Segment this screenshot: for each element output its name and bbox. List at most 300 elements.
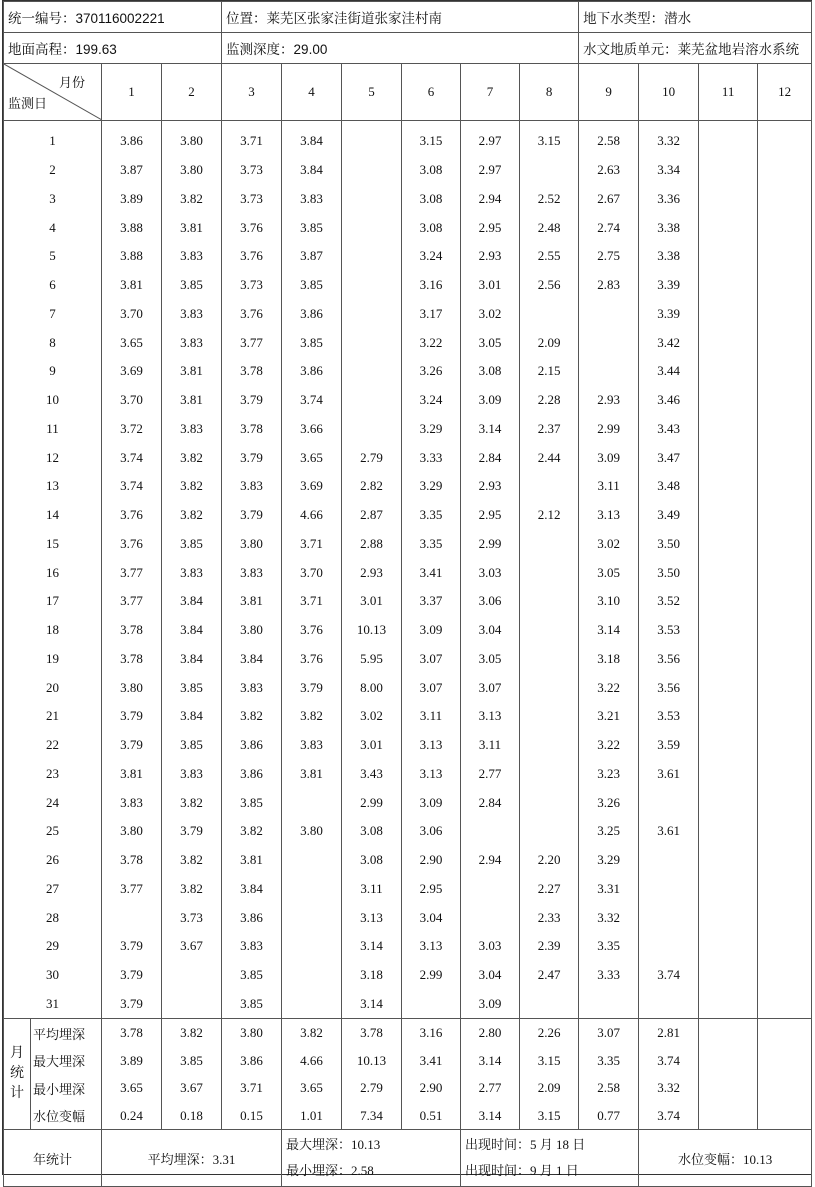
reading-cell: 3.79 xyxy=(222,386,282,415)
day-number: 23 xyxy=(4,760,102,789)
stat-cell: 3.14 xyxy=(461,1102,520,1130)
reading-cell: 2.12 xyxy=(520,501,579,530)
table-row xyxy=(4,760,812,789)
reading-cell: 3.43 xyxy=(342,760,402,789)
reading-cell xyxy=(520,702,579,731)
reading-cell xyxy=(282,932,342,961)
reading-cell xyxy=(699,932,758,961)
reading-cell: 3.85 xyxy=(282,271,342,300)
reading-cell: 3.82 xyxy=(162,185,222,214)
reading-cell: 3.83 xyxy=(162,328,222,357)
reading-cell: 3.86 xyxy=(102,121,162,156)
month-axis-label: 月份 xyxy=(58,75,85,90)
reading-cell xyxy=(342,271,402,300)
groundwater-type: 地下水类型：潜水 xyxy=(579,2,812,33)
reading-cell xyxy=(699,645,758,674)
hydro-unit: 水文地质单元：莱芜盆地岩溶水系统 xyxy=(579,33,812,64)
reading-cell: 3.82 xyxy=(162,472,222,501)
reading-cell xyxy=(342,328,402,357)
reading-cell xyxy=(639,990,699,1019)
reading-cell xyxy=(579,357,639,386)
reading-cell xyxy=(461,875,520,904)
reading-cell: 3.86 xyxy=(222,760,282,789)
monthly-stat-label: 月 统 计 xyxy=(4,1019,31,1130)
reading-cell: 2.15 xyxy=(520,357,579,386)
reading-cell: 10.13 xyxy=(342,616,402,645)
reading-cell: 3.79 xyxy=(222,443,282,472)
reading-cell xyxy=(699,443,758,472)
monitoring-depth: 监测深度：29.00 xyxy=(222,33,579,64)
reading-cell: 2.48 xyxy=(520,213,579,242)
table-row xyxy=(4,121,812,156)
reading-cell: 3.82 xyxy=(282,702,342,731)
reading-cell: 3.82 xyxy=(162,875,222,904)
day-number: 30 xyxy=(4,961,102,990)
reading-cell: 2.99 xyxy=(402,961,461,990)
reading-cell: 3.61 xyxy=(639,760,699,789)
table-row xyxy=(4,1047,812,1075)
reading-cell: 3.23 xyxy=(579,760,639,789)
reading-cell: 3.43 xyxy=(639,415,699,444)
day-number: 7 xyxy=(4,300,102,329)
stat-cell: 3.14 xyxy=(461,1047,520,1075)
reading-cell: 2.84 xyxy=(461,788,520,817)
reading-cell: 3.79 xyxy=(102,731,162,760)
stat-cell: 3.16 xyxy=(402,1019,461,1047)
reading-cell: 3.37 xyxy=(402,587,461,616)
reading-cell xyxy=(758,386,812,415)
reading-cell: 3.84 xyxy=(162,587,222,616)
reading-cell xyxy=(699,415,758,444)
yearly-min-time: 出现时间：9 月 1 日 xyxy=(465,1163,579,1179)
reading-cell: 2.52 xyxy=(520,185,579,214)
stat-cell: 3.41 xyxy=(402,1047,461,1075)
reading-cell: 2.97 xyxy=(461,121,520,156)
stat-cell xyxy=(699,1047,758,1075)
reading-cell: 2.99 xyxy=(342,788,402,817)
reading-cell: 3.13 xyxy=(579,501,639,530)
table-row xyxy=(4,501,812,530)
month-header: 8 xyxy=(520,64,579,121)
reading-cell: 3.72 xyxy=(102,415,162,444)
reading-cell: 3.83 xyxy=(282,731,342,760)
reading-cell: 3.04 xyxy=(461,961,520,990)
reading-cell: 3.26 xyxy=(402,357,461,386)
stat-cell: 3.74 xyxy=(639,1102,699,1130)
reading-cell: 3.07 xyxy=(402,645,461,674)
reading-cell xyxy=(699,357,758,386)
yearly-max-time: 出现时间：5 月 18 日 xyxy=(465,1137,586,1153)
reading-cell: 3.66 xyxy=(282,415,342,444)
reading-cell: 3.76 xyxy=(222,213,282,242)
reading-cell: 3.05 xyxy=(461,645,520,674)
reading-cell: 3.83 xyxy=(222,932,282,961)
reading-cell xyxy=(758,415,812,444)
stat-cell: 3.67 xyxy=(162,1074,222,1102)
table-row xyxy=(4,673,812,702)
reading-cell: 3.73 xyxy=(222,156,282,185)
reading-cell: 3.33 xyxy=(579,961,639,990)
month-header: 9 xyxy=(579,64,639,121)
reading-cell: 3.76 xyxy=(102,501,162,530)
reading-cell xyxy=(579,300,639,329)
reading-cell xyxy=(758,328,812,357)
reading-cell: 2.67 xyxy=(579,185,639,214)
reading-cell: 3.52 xyxy=(639,587,699,616)
day-number: 20 xyxy=(4,673,102,702)
stat-cell: 2.09 xyxy=(520,1074,579,1102)
reading-cell xyxy=(758,702,812,731)
reading-cell: 3.08 xyxy=(402,185,461,214)
reading-cell: 3.74 xyxy=(282,386,342,415)
reading-cell xyxy=(758,990,812,1019)
yearly-average: 平均埋深：3.31 xyxy=(102,1130,282,1187)
table-row xyxy=(4,875,812,904)
reading-cell xyxy=(342,300,402,329)
stat-cell: 2.26 xyxy=(520,1019,579,1047)
stat-cell: 1.01 xyxy=(282,1102,342,1130)
reading-cell xyxy=(758,731,812,760)
reading-cell xyxy=(699,788,758,817)
reading-cell: 3.50 xyxy=(639,558,699,587)
reading-cell: 3.18 xyxy=(342,961,402,990)
stat-cell: 0.51 xyxy=(402,1102,461,1130)
reading-cell: 2.56 xyxy=(520,271,579,300)
reading-cell: 2.83 xyxy=(579,271,639,300)
day-number: 19 xyxy=(4,645,102,674)
reading-cell: 3.11 xyxy=(579,472,639,501)
day-number: 29 xyxy=(4,932,102,961)
monthly-statistics xyxy=(4,1019,812,1130)
table-row xyxy=(4,530,812,559)
month-header: 2 xyxy=(162,64,222,121)
reading-cell xyxy=(639,788,699,817)
reading-cell: 3.49 xyxy=(639,501,699,530)
reading-cell: 3.08 xyxy=(402,156,461,185)
table-row xyxy=(4,1074,812,1102)
reading-cell: 3.80 xyxy=(222,616,282,645)
reading-cell xyxy=(758,530,812,559)
reading-cell: 3.39 xyxy=(639,300,699,329)
reading-cell: 3.24 xyxy=(402,242,461,271)
yearly-range: 水位变幅：10.13 xyxy=(639,1130,812,1187)
reading-cell xyxy=(758,213,812,242)
reading-cell: 3.15 xyxy=(402,121,461,156)
reading-cell: 3.32 xyxy=(579,903,639,932)
reading-cell: 3.77 xyxy=(102,558,162,587)
reading-cell xyxy=(699,587,758,616)
reading-cell: 2.09 xyxy=(520,328,579,357)
reading-cell: 2.77 xyxy=(461,760,520,789)
reading-cell: 3.71 xyxy=(282,587,342,616)
day-number: 6 xyxy=(4,271,102,300)
reading-cell: 3.33 xyxy=(402,443,461,472)
reading-cell: 2.55 xyxy=(520,242,579,271)
reading-cell xyxy=(758,932,812,961)
reading-cell: 3.87 xyxy=(282,242,342,271)
reading-cell: 3.79 xyxy=(102,990,162,1019)
day-number: 1 xyxy=(4,121,102,156)
column-header xyxy=(4,64,812,121)
reading-cell: 2.33 xyxy=(520,903,579,932)
stat-cell: 3.71 xyxy=(222,1074,282,1102)
day-axis-label: 监测日 xyxy=(8,96,48,111)
reading-cell: 3.08 xyxy=(402,213,461,242)
reading-cell: 3.05 xyxy=(461,328,520,357)
reading-cell: 3.85 xyxy=(162,271,222,300)
reading-cell xyxy=(282,990,342,1019)
reading-cell xyxy=(699,156,758,185)
reading-cell xyxy=(402,990,461,1019)
day-number: 15 xyxy=(4,530,102,559)
reading-cell: 3.78 xyxy=(222,357,282,386)
reading-cell xyxy=(282,903,342,932)
reading-cell: 3.61 xyxy=(639,817,699,846)
table-row xyxy=(4,932,812,961)
table-row xyxy=(4,357,812,386)
reading-cell: 3.35 xyxy=(402,501,461,530)
reading-cell: 3.78 xyxy=(102,616,162,645)
reading-cell: 3.35 xyxy=(402,530,461,559)
day-number: 3 xyxy=(4,185,102,214)
reading-cell: 2.63 xyxy=(579,156,639,185)
reading-cell: 3.11 xyxy=(342,875,402,904)
reading-cell: 3.81 xyxy=(162,357,222,386)
stat-label: 平均埋深 xyxy=(31,1019,102,1047)
reading-cell xyxy=(699,903,758,932)
reading-cell xyxy=(699,213,758,242)
reading-cell: 3.03 xyxy=(461,932,520,961)
stat-cell xyxy=(758,1102,812,1130)
day-number: 18 xyxy=(4,616,102,645)
table-row xyxy=(4,645,812,674)
stat-cell: 4.66 xyxy=(282,1047,342,1075)
reading-cell: 3.36 xyxy=(639,185,699,214)
reading-cell: 3.84 xyxy=(282,156,342,185)
day-number: 24 xyxy=(4,788,102,817)
reading-cell: 3.81 xyxy=(222,846,282,875)
reading-cell xyxy=(758,185,812,214)
reading-cell xyxy=(342,242,402,271)
table-row xyxy=(4,903,812,932)
reading-cell: 2.44 xyxy=(520,443,579,472)
reading-cell: 2.79 xyxy=(342,443,402,472)
stat-cell: 3.32 xyxy=(639,1074,699,1102)
reading-cell: 3.01 xyxy=(342,731,402,760)
reading-cell xyxy=(758,616,812,645)
reading-cell xyxy=(520,817,579,846)
reading-cell: 3.70 xyxy=(102,386,162,415)
reading-cell: 3.86 xyxy=(282,357,342,386)
reading-cell: 3.42 xyxy=(639,328,699,357)
table-row xyxy=(4,1019,812,1047)
day-number: 10 xyxy=(4,386,102,415)
reading-cell xyxy=(639,932,699,961)
reading-cell: 8.00 xyxy=(342,673,402,702)
reading-cell: 3.13 xyxy=(461,702,520,731)
day-number: 25 xyxy=(4,817,102,846)
reading-cell: 3.15 xyxy=(520,121,579,156)
stat-cell: 3.80 xyxy=(222,1019,282,1047)
reading-cell: 3.79 xyxy=(222,501,282,530)
reading-cell xyxy=(342,121,402,156)
reading-cell: 3.25 xyxy=(579,817,639,846)
reading-cell xyxy=(758,846,812,875)
reading-cell: 3.41 xyxy=(402,558,461,587)
reading-cell: 3.80 xyxy=(162,121,222,156)
reading-cell: 2.93 xyxy=(461,242,520,271)
reading-cell: 3.09 xyxy=(461,386,520,415)
stat-cell: 3.65 xyxy=(102,1074,162,1102)
yearly-times xyxy=(461,1130,639,1187)
reading-cell: 2.82 xyxy=(342,472,402,501)
reading-cell: 3.14 xyxy=(342,990,402,1019)
reading-cell: 3.56 xyxy=(639,645,699,674)
reading-cell: 3.09 xyxy=(402,616,461,645)
reading-cell: 3.85 xyxy=(162,530,222,559)
ground-elevation: 地面高程：199.63 xyxy=(4,33,222,64)
reading-cell: 3.74 xyxy=(102,472,162,501)
reading-cell: 3.78 xyxy=(102,645,162,674)
reading-cell: 3.83 xyxy=(282,185,342,214)
reading-cell: 3.82 xyxy=(162,501,222,530)
reading-cell: 3.06 xyxy=(461,587,520,616)
reading-cell xyxy=(461,817,520,846)
table-row xyxy=(4,185,812,214)
stat-cell xyxy=(699,1019,758,1047)
reading-cell xyxy=(758,121,812,156)
stat-cell: 3.89 xyxy=(102,1047,162,1075)
reading-cell: 3.88 xyxy=(102,213,162,242)
table-row xyxy=(4,616,812,645)
reading-cell: 2.84 xyxy=(461,443,520,472)
reading-cell xyxy=(699,530,758,559)
reading-cell: 3.70 xyxy=(282,558,342,587)
daily-readings xyxy=(4,121,812,1019)
stat-cell: 2.90 xyxy=(402,1074,461,1102)
reading-cell: 3.82 xyxy=(162,846,222,875)
reading-cell xyxy=(520,472,579,501)
yearly-max: 最大埋深：10.13 xyxy=(286,1137,381,1153)
table-row xyxy=(4,300,812,329)
stat-cell: 2.77 xyxy=(461,1074,520,1102)
reading-cell: 3.39 xyxy=(639,271,699,300)
stat-cell: 3.15 xyxy=(520,1047,579,1075)
reading-cell xyxy=(699,328,758,357)
stat-cell xyxy=(699,1102,758,1130)
reading-cell xyxy=(282,961,342,990)
stat-cell: 3.65 xyxy=(282,1074,342,1102)
reading-cell: 2.95 xyxy=(461,213,520,242)
stat-label: 最大埋深 xyxy=(31,1047,102,1075)
month-header: 5 xyxy=(342,64,402,121)
reading-cell: 3.50 xyxy=(639,530,699,559)
reading-cell: 2.87 xyxy=(342,501,402,530)
reading-cell: 3.21 xyxy=(579,702,639,731)
day-number: 12 xyxy=(4,443,102,472)
day-number: 5 xyxy=(4,242,102,271)
reading-cell: 3.31 xyxy=(579,875,639,904)
yearly-min: 最小埋深：2.58 xyxy=(286,1163,374,1179)
reading-cell: 3.78 xyxy=(102,846,162,875)
reading-cell xyxy=(342,357,402,386)
reading-cell: 3.86 xyxy=(222,903,282,932)
reading-cell xyxy=(282,788,342,817)
reading-cell xyxy=(699,242,758,271)
reading-cell: 3.85 xyxy=(162,673,222,702)
reading-cell xyxy=(699,846,758,875)
reading-cell: 3.82 xyxy=(162,788,222,817)
reading-cell: 3.26 xyxy=(579,788,639,817)
reading-cell: 3.73 xyxy=(162,903,222,932)
day-number: 27 xyxy=(4,875,102,904)
stat-cell: 3.82 xyxy=(162,1019,222,1047)
reading-cell: 3.29 xyxy=(402,472,461,501)
reading-cell: 3.81 xyxy=(162,386,222,415)
reading-cell: 3.77 xyxy=(102,587,162,616)
reading-cell: 4.66 xyxy=(282,501,342,530)
reading-cell xyxy=(758,443,812,472)
reading-cell: 3.38 xyxy=(639,242,699,271)
table-row xyxy=(4,386,812,415)
reading-cell: 3.53 xyxy=(639,616,699,645)
reading-cell xyxy=(102,903,162,932)
reading-cell: 3.07 xyxy=(402,673,461,702)
stat-cell: 3.15 xyxy=(520,1102,579,1130)
monitoring-table xyxy=(3,1,812,1187)
reading-cell: 3.81 xyxy=(222,587,282,616)
reading-cell: 3.81 xyxy=(282,760,342,789)
reading-cell xyxy=(758,357,812,386)
table-row xyxy=(4,990,812,1019)
reading-cell: 3.74 xyxy=(639,961,699,990)
reading-cell: 3.02 xyxy=(342,702,402,731)
reading-cell: 3.06 xyxy=(402,817,461,846)
reading-cell xyxy=(639,846,699,875)
table-row xyxy=(4,961,812,990)
reading-cell: 3.81 xyxy=(162,213,222,242)
stat-cell: 2.79 xyxy=(342,1074,402,1102)
stat-cell xyxy=(758,1074,812,1102)
reading-cell: 3.03 xyxy=(461,558,520,587)
reading-cell: 3.65 xyxy=(102,328,162,357)
reading-cell: 3.53 xyxy=(639,702,699,731)
reading-cell: 3.79 xyxy=(102,932,162,961)
reading-cell: 3.11 xyxy=(402,702,461,731)
table-row xyxy=(4,558,812,587)
month-header: 6 xyxy=(402,64,461,121)
reading-cell: 3.84 xyxy=(222,645,282,674)
reading-cell xyxy=(699,616,758,645)
reading-cell xyxy=(520,616,579,645)
stat-cell xyxy=(758,1019,812,1047)
reading-cell: 3.01 xyxy=(342,587,402,616)
reading-cell: 3.82 xyxy=(222,702,282,731)
table-row xyxy=(4,213,812,242)
reading-cell xyxy=(342,213,402,242)
reading-cell: 3.08 xyxy=(461,357,520,386)
reading-cell: 3.56 xyxy=(639,673,699,702)
stat-cell: 3.07 xyxy=(579,1019,639,1047)
reading-cell: 3.17 xyxy=(402,300,461,329)
reading-cell: 3.73 xyxy=(222,271,282,300)
reading-cell: 3.11 xyxy=(461,731,520,760)
reading-cell: 3.74 xyxy=(102,443,162,472)
reading-cell: 2.93 xyxy=(342,558,402,587)
table-row xyxy=(4,1102,812,1130)
reading-cell: 3.22 xyxy=(402,328,461,357)
stat-cell: 3.35 xyxy=(579,1047,639,1075)
